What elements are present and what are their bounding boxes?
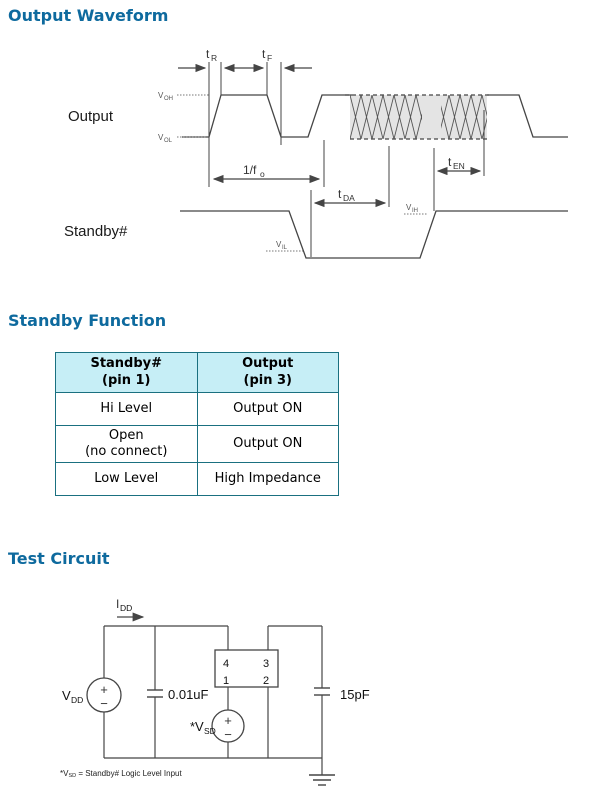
t-r-sub: R xyxy=(211,53,218,63)
section-heading-standby-function: Standby Function xyxy=(8,311,167,330)
vsd-footnote xyxy=(60,769,182,779)
cell-standby-state: Low Level xyxy=(56,463,198,496)
minus-sign: − xyxy=(224,727,232,742)
v-ih-label: V xyxy=(406,203,412,212)
plus-sign: + xyxy=(100,682,108,697)
pin-2-label: 2 xyxy=(262,675,270,687)
v-il-label: V xyxy=(276,240,282,249)
load-cap-value: 15pF xyxy=(340,687,370,702)
i-dd-label: I xyxy=(116,597,120,611)
table-row xyxy=(56,426,339,463)
v-dd-sub: DD xyxy=(71,695,84,705)
vdd-source xyxy=(87,678,121,712)
t-f-label: t xyxy=(262,47,266,61)
idd-current-arrow xyxy=(116,597,143,617)
freq-sub: o xyxy=(260,169,265,179)
t-r-label: t xyxy=(206,47,210,61)
footnote-vsd: *V xyxy=(60,769,69,778)
pin-1-label: 1 xyxy=(222,675,230,687)
cell-standby-state: Hi Level xyxy=(56,393,198,426)
section-heading-output-waveform: Output Waveform xyxy=(8,6,169,25)
cell-output-state: High Impedance xyxy=(197,463,339,496)
t-da-label: t xyxy=(338,187,342,201)
table-row xyxy=(56,463,339,496)
minus-sign: − xyxy=(100,696,108,711)
header-standby-pin1: Standby# (pin 1) xyxy=(56,353,198,393)
output-waveform-diagram xyxy=(0,40,602,300)
v-sd-sub: SD xyxy=(204,726,216,736)
cell-standby-state: Open (no connect) xyxy=(56,426,198,463)
cell-output-state: Output ON xyxy=(197,426,339,463)
table-row xyxy=(56,393,339,426)
v-ol-sub: OL xyxy=(164,138,173,144)
v-oh-label: V xyxy=(158,91,164,100)
circuit-wires xyxy=(104,626,322,775)
t-en-label: t xyxy=(448,155,452,169)
v-il-sub: IL xyxy=(282,245,288,251)
ground-icon xyxy=(309,775,335,785)
cell-output-state: Output ON xyxy=(197,393,339,426)
t-f-sub: F xyxy=(267,53,273,63)
bypass-cap-value: 0.01uF xyxy=(168,687,209,702)
header-output-pin3: Output (pin 3) xyxy=(197,353,339,393)
v-sd-label: *V xyxy=(190,719,204,734)
section-heading-test-circuit: Test Circuit xyxy=(8,549,110,568)
footnote-text: = Standby# Logic Level Input xyxy=(76,769,182,778)
t-en-sub: EN xyxy=(453,161,465,171)
freq-label: 1/f xyxy=(243,163,257,177)
vsd-source xyxy=(212,710,244,742)
table-header-row xyxy=(56,353,339,393)
standby-trace xyxy=(180,211,568,258)
ic-box xyxy=(215,650,278,687)
v-oh-sub: OH xyxy=(164,96,173,102)
v-dd-label: V xyxy=(62,688,71,703)
plus-sign: + xyxy=(224,713,232,728)
reference-lines xyxy=(209,62,484,257)
t-da-sub: DA xyxy=(343,193,355,203)
v-ol-label: V xyxy=(158,133,164,142)
standby-function-table xyxy=(55,352,339,496)
pin-3-label: 3 xyxy=(262,658,270,670)
i-dd-sub: DD xyxy=(120,603,133,613)
load-capacitor xyxy=(314,688,330,695)
output-signal-label: Output xyxy=(68,108,114,125)
bypass-capacitor xyxy=(147,690,163,697)
standby-signal-label: Standby# xyxy=(64,223,128,240)
footnote-vsd-sub: SD xyxy=(68,773,77,779)
pin-4-label: 4 xyxy=(222,658,230,670)
v-ih-sub: IH xyxy=(412,208,418,214)
hatch-region xyxy=(345,95,490,139)
